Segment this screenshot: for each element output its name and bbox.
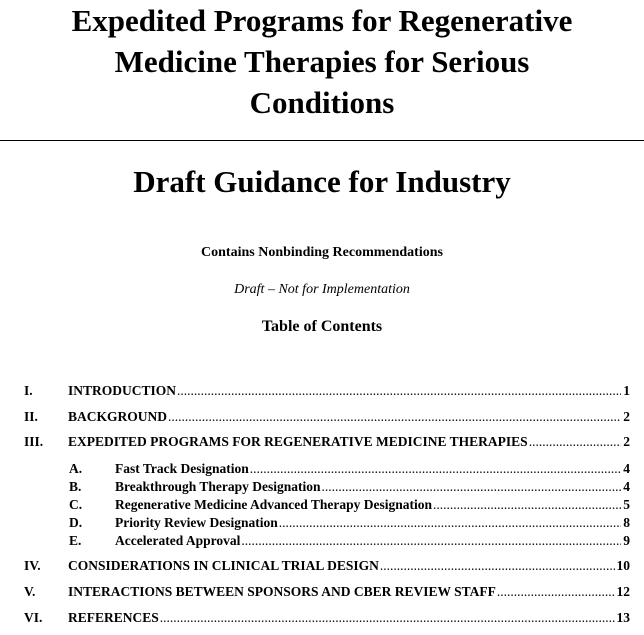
toc-entry-clinical-trial-design[interactable]	[24, 558, 630, 574]
toc-entry-label: INTERACTIONS BETWEEN SPONSORS AND CBER REVIEW STAFF	[68, 584, 496, 599]
toc-entry-accelerated-approval[interactable]	[69, 533, 630, 549]
toc-entry-label: EXPEDITED PROGRAMS FOR REGENERATIVE MEDICINE THERAPIES	[68, 434, 528, 449]
toc-leader-dots	[321, 479, 622, 495]
toc-entry-number: D.	[69, 515, 83, 530]
toc-entry-number: A.	[69, 461, 83, 476]
toc-entry-number: I.	[24, 383, 33, 398]
title-line-3: Conditions	[249, 85, 395, 120]
toc-leader-dots	[496, 584, 615, 600]
toc-entry-interactions[interactable]	[24, 584, 630, 600]
toc-entry-page: 13	[616, 610, 630, 625]
toc-entry-background[interactable]	[24, 409, 630, 425]
toc-entry-label: CONSIDERATIONS IN CLINICAL TRIAL DESIGN	[68, 558, 379, 573]
toc-entry-introduction[interactable]	[24, 383, 630, 399]
toc-entry-fast-track[interactable]	[69, 461, 630, 477]
toc-entry-number: E.	[69, 533, 82, 548]
toc-entry-label: Regenerative Medicine Advanced Therapy Designation	[115, 497, 432, 512]
toc-entry-page: 1	[623, 383, 630, 398]
toc-entry-page: 4	[623, 461, 630, 476]
toc-entry-label: Accelerated Approval	[115, 533, 241, 548]
toc-entry-page: 2	[623, 434, 630, 449]
toc-entry-page: 12	[616, 584, 630, 599]
toc-entry-page: 10	[616, 558, 630, 573]
toc-entry-expedited-programs[interactable]	[24, 434, 630, 450]
toc-leader-dots	[159, 610, 615, 626]
toc-leader-dots	[528, 434, 622, 450]
document-subtitle: Draft Guidance for Industry	[133, 164, 511, 199]
toc-leader-dots	[249, 461, 621, 477]
title-line-2: Medicine Therapies for Serious	[114, 44, 530, 79]
nonbinding-note: Contains Nonbinding Recommendations	[201, 245, 443, 260]
document-title	[0, 0, 644, 123]
toc-entry-label: BACKGROUND	[68, 409, 168, 424]
toc-leader-dots	[176, 383, 621, 399]
toc-entry-number: VI.	[24, 610, 43, 625]
toc-entry-priority-review[interactable]	[69, 515, 630, 531]
toc-entry-breakthrough[interactable]	[69, 479, 630, 495]
toc-entry-label: Fast Track Designation	[115, 461, 249, 476]
toc-entry-number: IV.	[24, 558, 41, 573]
toc-entry-references[interactable]	[24, 610, 630, 626]
draft-note: Draft – Not for Implementation	[234, 282, 410, 297]
toc-entry-number: C.	[69, 497, 83, 512]
toc-leader-dots	[278, 515, 622, 531]
toc-heading: Table of Contents	[261, 318, 383, 335]
toc-leader-dots	[240, 533, 621, 549]
toc-entry-page: 4	[623, 479, 630, 494]
toc-leader-dots	[379, 558, 615, 574]
toc-entry-label: INTRODUCTION	[68, 383, 177, 398]
title-line-1: Expedited Programs for Regenerative	[71, 3, 573, 38]
toc-entry-number: B.	[69, 479, 82, 494]
toc-entry-number: II.	[24, 409, 38, 424]
toc-entry-label: Breakthrough Therapy Designation	[115, 479, 321, 494]
toc-entry-page: 8	[623, 515, 630, 530]
toc-leader-dots	[167, 409, 621, 425]
toc-entry-number: V.	[24, 584, 36, 599]
toc-entry-label: REFERENCES	[68, 610, 159, 625]
toc-entry-page: 5	[623, 497, 630, 512]
toc-entry-rmat[interactable]	[69, 497, 630, 513]
horizontal-divider	[0, 140, 644, 141]
toc-leader-dots	[432, 497, 621, 513]
toc-entry-number: III.	[24, 434, 44, 449]
toc-entry-page: 9	[623, 533, 630, 548]
toc-entry-page: 2	[623, 409, 630, 424]
toc-entry-label: Priority Review Designation	[115, 515, 278, 530]
